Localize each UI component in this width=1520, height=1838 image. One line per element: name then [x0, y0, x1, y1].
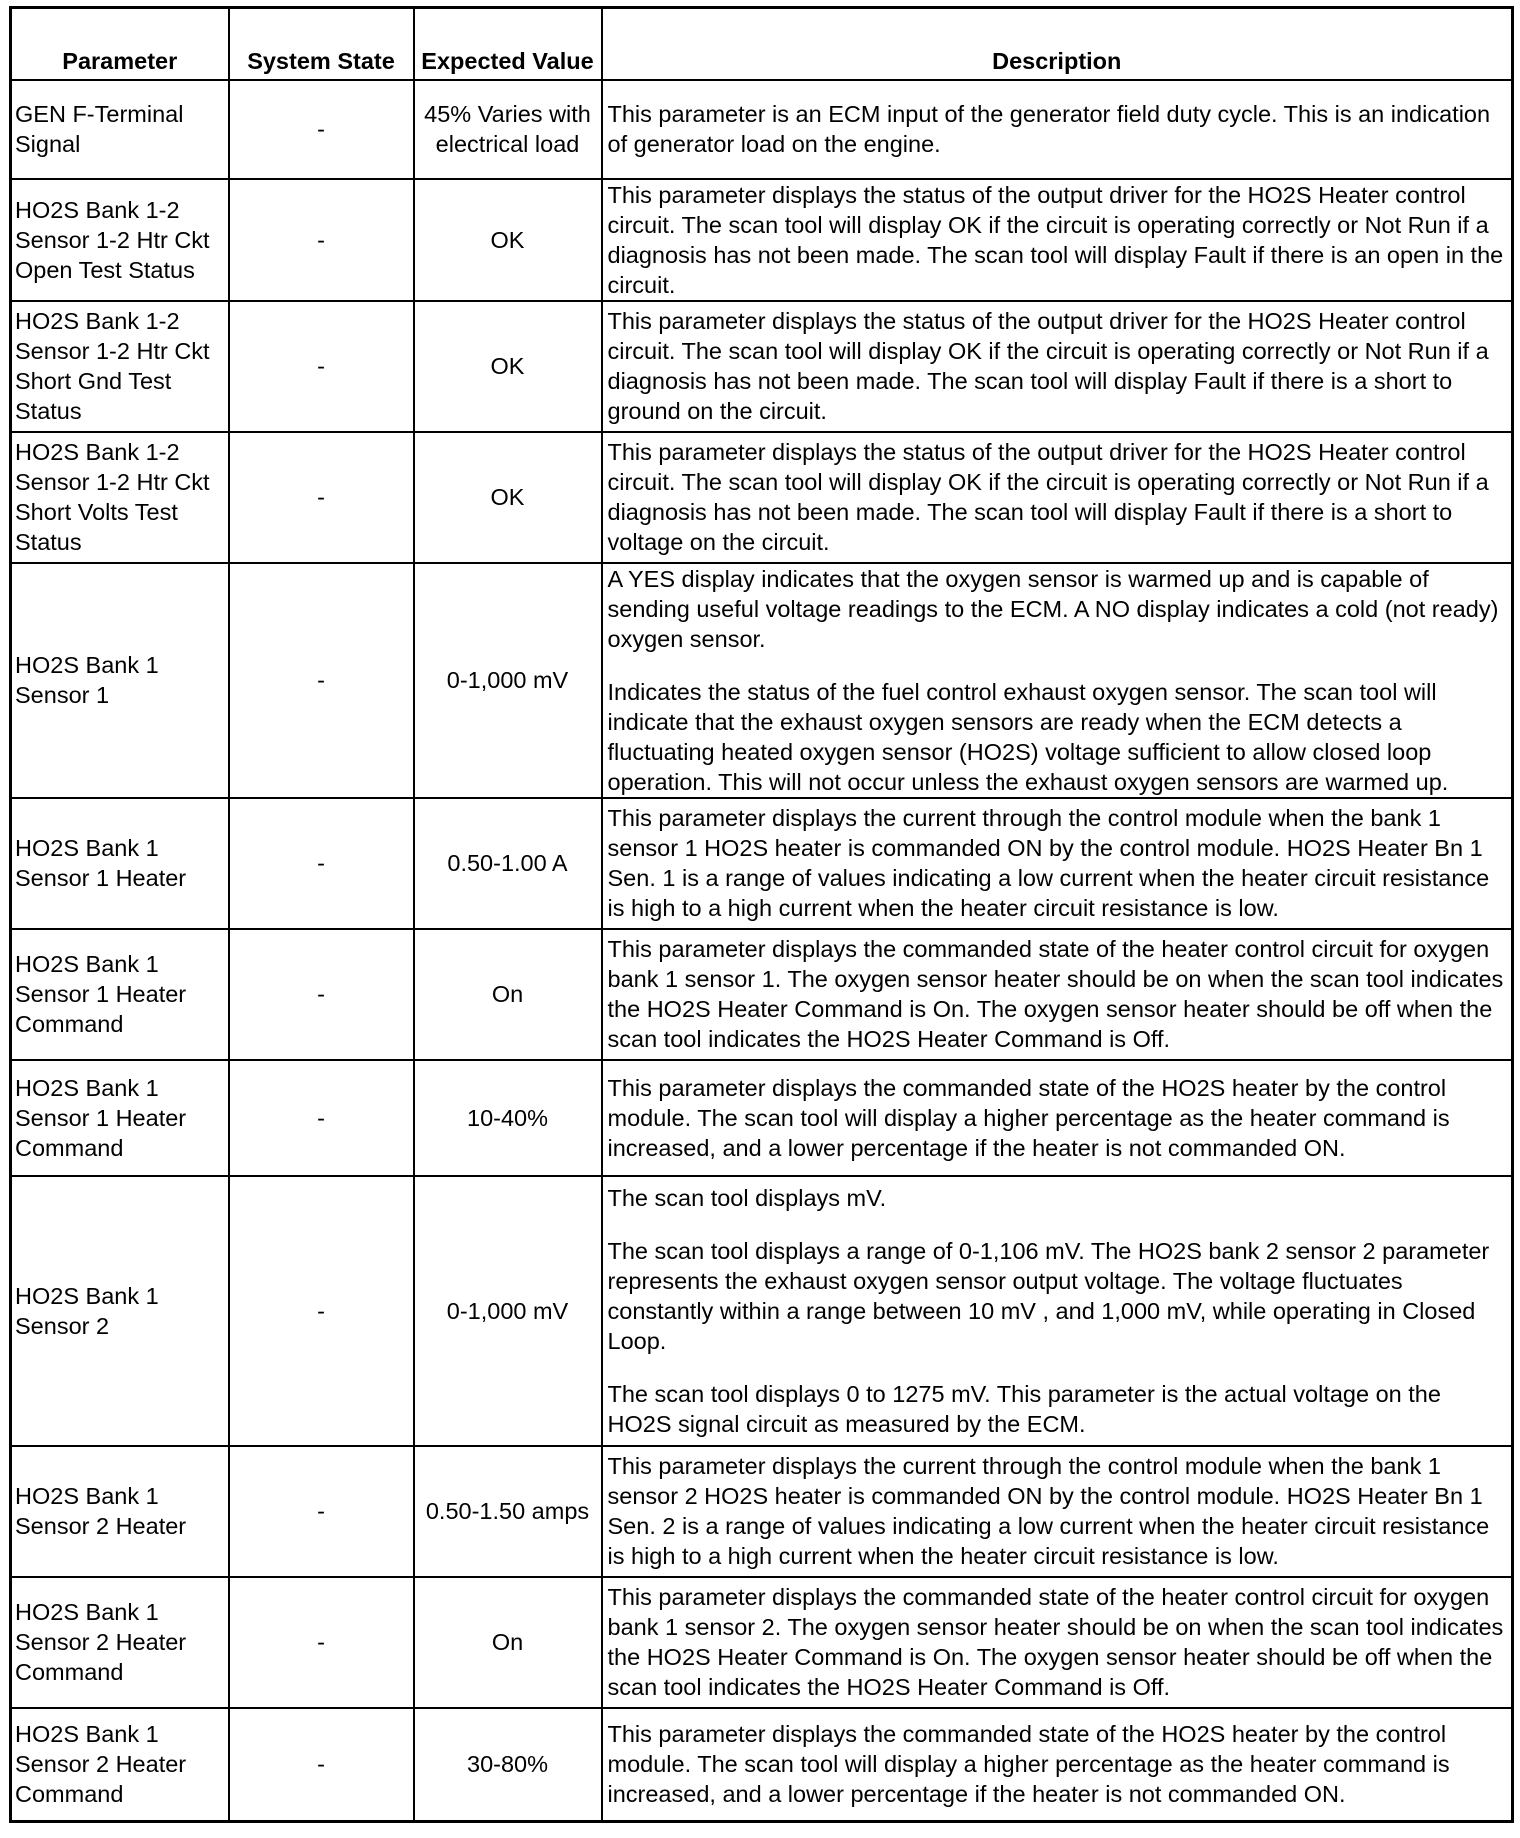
expected-value-cell: 10-40%	[414, 1060, 602, 1176]
expected-value-cell: 0-1,000 mV	[414, 563, 602, 798]
system-state-cell: -	[229, 1577, 414, 1708]
description-cell	[602, 80, 1513, 179]
system-state-cell: -	[229, 1708, 414, 1822]
expected-value-cell: On	[414, 929, 602, 1060]
description-paragraph: This parameter displays the commanded state of the heater control circuit for oxygen bank 1 sensor 2. The oxygen sensor heater should be on when the scan tool indicates the HO2S Heater Command is On. The oxygen sensor heater should be off when the scan tool indicates the HO2S Heater Command is Off.	[607, 1584, 1504, 1700]
description-cell	[602, 432, 1513, 563]
description-paragraph: The scan tool displays mV.	[607, 1184, 887, 1211]
system-state-cell: -	[229, 798, 414, 929]
description-paragraph: This parameter displays the status of the output driver for the HO2S Heater control circuit. The scan tool will display OK if the circuit is operating correctly or Not Run if a diagnosis has not been made. The scan tool will display Fault if there is a short to ground on the circuit.	[607, 308, 1489, 424]
description-cell	[602, 1060, 1513, 1176]
system-state-cell: -	[229, 1060, 414, 1176]
expected-value-cell: 30-80%	[414, 1708, 602, 1822]
table-row	[11, 1176, 1513, 1446]
system-state-cell: -	[229, 929, 414, 1060]
description-paragraph: The scan tool displays 0 to 1275 mV. This parameter is the actual voltage on the HO2S signal circuit as measured by the ECM.	[607, 1380, 1441, 1437]
parameter-cell: HO2S Bank 1 Sensor 1 Heater	[11, 798, 229, 929]
description-paragraph: Indicates the status of the fuel control exhaust oxygen sensor. The scan tool will indicate that the exhaust oxygen sensors are ready when the ECM detects a fluctuating heated oxygen sensor (HO2S) voltage sufficient to allow closed loop operation. This will not occur unless the exhaust oxygen sensors are warmed up.	[607, 678, 1449, 795]
system-state-cell: -	[229, 563, 414, 798]
table-row	[11, 1446, 1513, 1577]
parameter-cell: HO2S Bank 1-2 Sensor 1-2 Htr Ckt Open Test Status	[11, 179, 229, 301]
expected-value-cell: OK	[414, 301, 602, 432]
table-row	[11, 1577, 1513, 1708]
expected-value-cell: OK	[414, 179, 602, 301]
parameter-cell: HO2S Bank 1-2 Sensor 1-2 Htr Ckt Short Volts Test Status	[11, 432, 229, 563]
parameter-cell: HO2S Bank 1 Sensor 2 Heater	[11, 1446, 229, 1577]
description-cell	[602, 1446, 1513, 1577]
header-parameter: Parameter	[11, 8, 229, 80]
parameter-cell: GEN F-Terminal Signal	[11, 80, 229, 179]
description-paragraph: This parameter displays the status of the output driver for the HO2S Heater control circuit. The scan tool will display OK if the circuit is operating correctly or Not Run if a diagnosis has not been made. The scan tool will display Fault if there is an open in the circuit.	[607, 181, 1504, 298]
parameter-cell: HO2S Bank 1 Sensor 2 Heater Command	[11, 1708, 229, 1822]
table-row	[11, 80, 1513, 179]
description-paragraph: This parameter displays the commanded state of the heater control circuit for oxygen bank 1 sensor 1. The oxygen sensor heater should be on when the scan tool indicates the HO2S Heater Command is On. The oxygen sensor heater should be off when the scan tool indicates the HO2S Heater Command is Off.	[607, 936, 1504, 1052]
description-paragraph: This parameter displays the commanded state of the HO2S heater by the control module. The scan tool will display a higher percentage as the heater command is increased, and a lower percentage if the heater is not commanded ON.	[607, 1721, 1450, 1808]
description-paragraph: This parameter displays the current through the control module when the bank 1 sensor 2 HO2S heater is commanded ON by the control module. HO2S Heater Bn 1 Sen. 2 is a range of values indicating a low current when the heater circuit resistance is high to a high current when the heater circuit resistance is low.	[607, 1453, 1490, 1569]
description-paragraph: This parameter displays the commanded state of the HO2S heater by the control module. The scan tool will display a higher percentage as the heater command is increased, and a lower percentage if the heater is not commanded ON.	[607, 1074, 1450, 1161]
table-body	[11, 80, 1513, 1822]
expected-value-cell: OK	[414, 432, 602, 563]
system-state-cell: -	[229, 80, 414, 179]
description-cell	[602, 179, 1513, 301]
table-row	[11, 1708, 1513, 1822]
document-page	[9, 6, 1511, 1823]
system-state-cell: -	[229, 1446, 414, 1577]
system-state-cell: -	[229, 432, 414, 563]
parameter-cell: HO2S Bank 1 Sensor 1 Heater Command	[11, 1060, 229, 1176]
table-header	[11, 8, 1513, 80]
description-cell	[602, 1577, 1513, 1708]
table-row	[11, 432, 1513, 563]
description-paragraph: This parameter is an ECM input of the generator field duty cycle. This is an indication of generator load on the engine.	[607, 101, 1491, 157]
expected-value-cell: On	[414, 1577, 602, 1708]
description-cell	[602, 563, 1513, 798]
system-state-cell: -	[229, 1176, 414, 1446]
description-paragraph: The scan tool displays a range of 0-1,106 mV. The HO2S bank 2 sensor 2 parameter represents the exhaust oxygen sensor output voltage. The voltage fluctuates constantly within a range between 10 mV , and 1,000 mV, while operating in Closed Loop.	[607, 1237, 1490, 1354]
header-description: Description	[602, 8, 1513, 80]
table-row	[11, 798, 1513, 929]
parameter-cell: HO2S Bank 1 Sensor 1	[11, 563, 229, 798]
expected-value-cell: 0.50-1.50 amps	[414, 1446, 602, 1577]
parameter-cell: HO2S Bank 1 Sensor 2 Heater Command	[11, 1577, 229, 1708]
expected-value-cell: 45% Varies with electrical load	[414, 80, 602, 179]
system-state-cell: -	[229, 179, 414, 301]
description-cell	[602, 929, 1513, 1060]
expected-value-cell: 0-1,000 mV	[414, 1176, 602, 1446]
header-system-state: System State	[229, 8, 414, 80]
description-paragraph: This parameter displays the status of the output driver for the HO2S Heater control circuit. The scan tool will display OK if the circuit is operating correctly or Not Run if a diagnosis has not been made. The scan tool will display Fault if there is a short to voltage on the circuit.	[607, 439, 1489, 555]
table-row	[11, 1060, 1513, 1176]
header-expected-value: Expected Value	[414, 8, 602, 80]
expected-value-cell: 0.50-1.00 A	[414, 798, 602, 929]
table-row	[11, 179, 1513, 301]
system-state-cell: -	[229, 301, 414, 432]
description-cell	[602, 798, 1513, 929]
table-row	[11, 301, 1513, 432]
scan-tool-data-table	[9, 6, 1514, 1823]
description-paragraph: A YES display indicates that the oxygen sensor is warmed up and is capable of sending useful voltage readings to the ECM. A NO display indicates a cold (not ready) oxygen sensor.	[607, 565, 1499, 652]
description-cell	[602, 1176, 1513, 1446]
parameter-cell: HO2S Bank 1 Sensor 2	[11, 1176, 229, 1446]
description-cell	[602, 1708, 1513, 1822]
table-row	[11, 929, 1513, 1060]
description-paragraph: This parameter displays the current through the control module when the bank 1 sensor 1 HO2S heater is commanded ON by the control module. HO2S Heater Bn 1 Sen. 1 is a range of values indicating a low current when the heater circuit resistance is high to a high current when the heater circuit resistance is low.	[607, 805, 1490, 921]
header-row	[11, 8, 1513, 80]
table-row	[11, 563, 1513, 798]
parameter-cell: HO2S Bank 1 Sensor 1 Heater Command	[11, 929, 229, 1060]
description-cell	[602, 301, 1513, 432]
parameter-cell: HO2S Bank 1-2 Sensor 1-2 Htr Ckt Short Gnd Test Status	[11, 301, 229, 432]
